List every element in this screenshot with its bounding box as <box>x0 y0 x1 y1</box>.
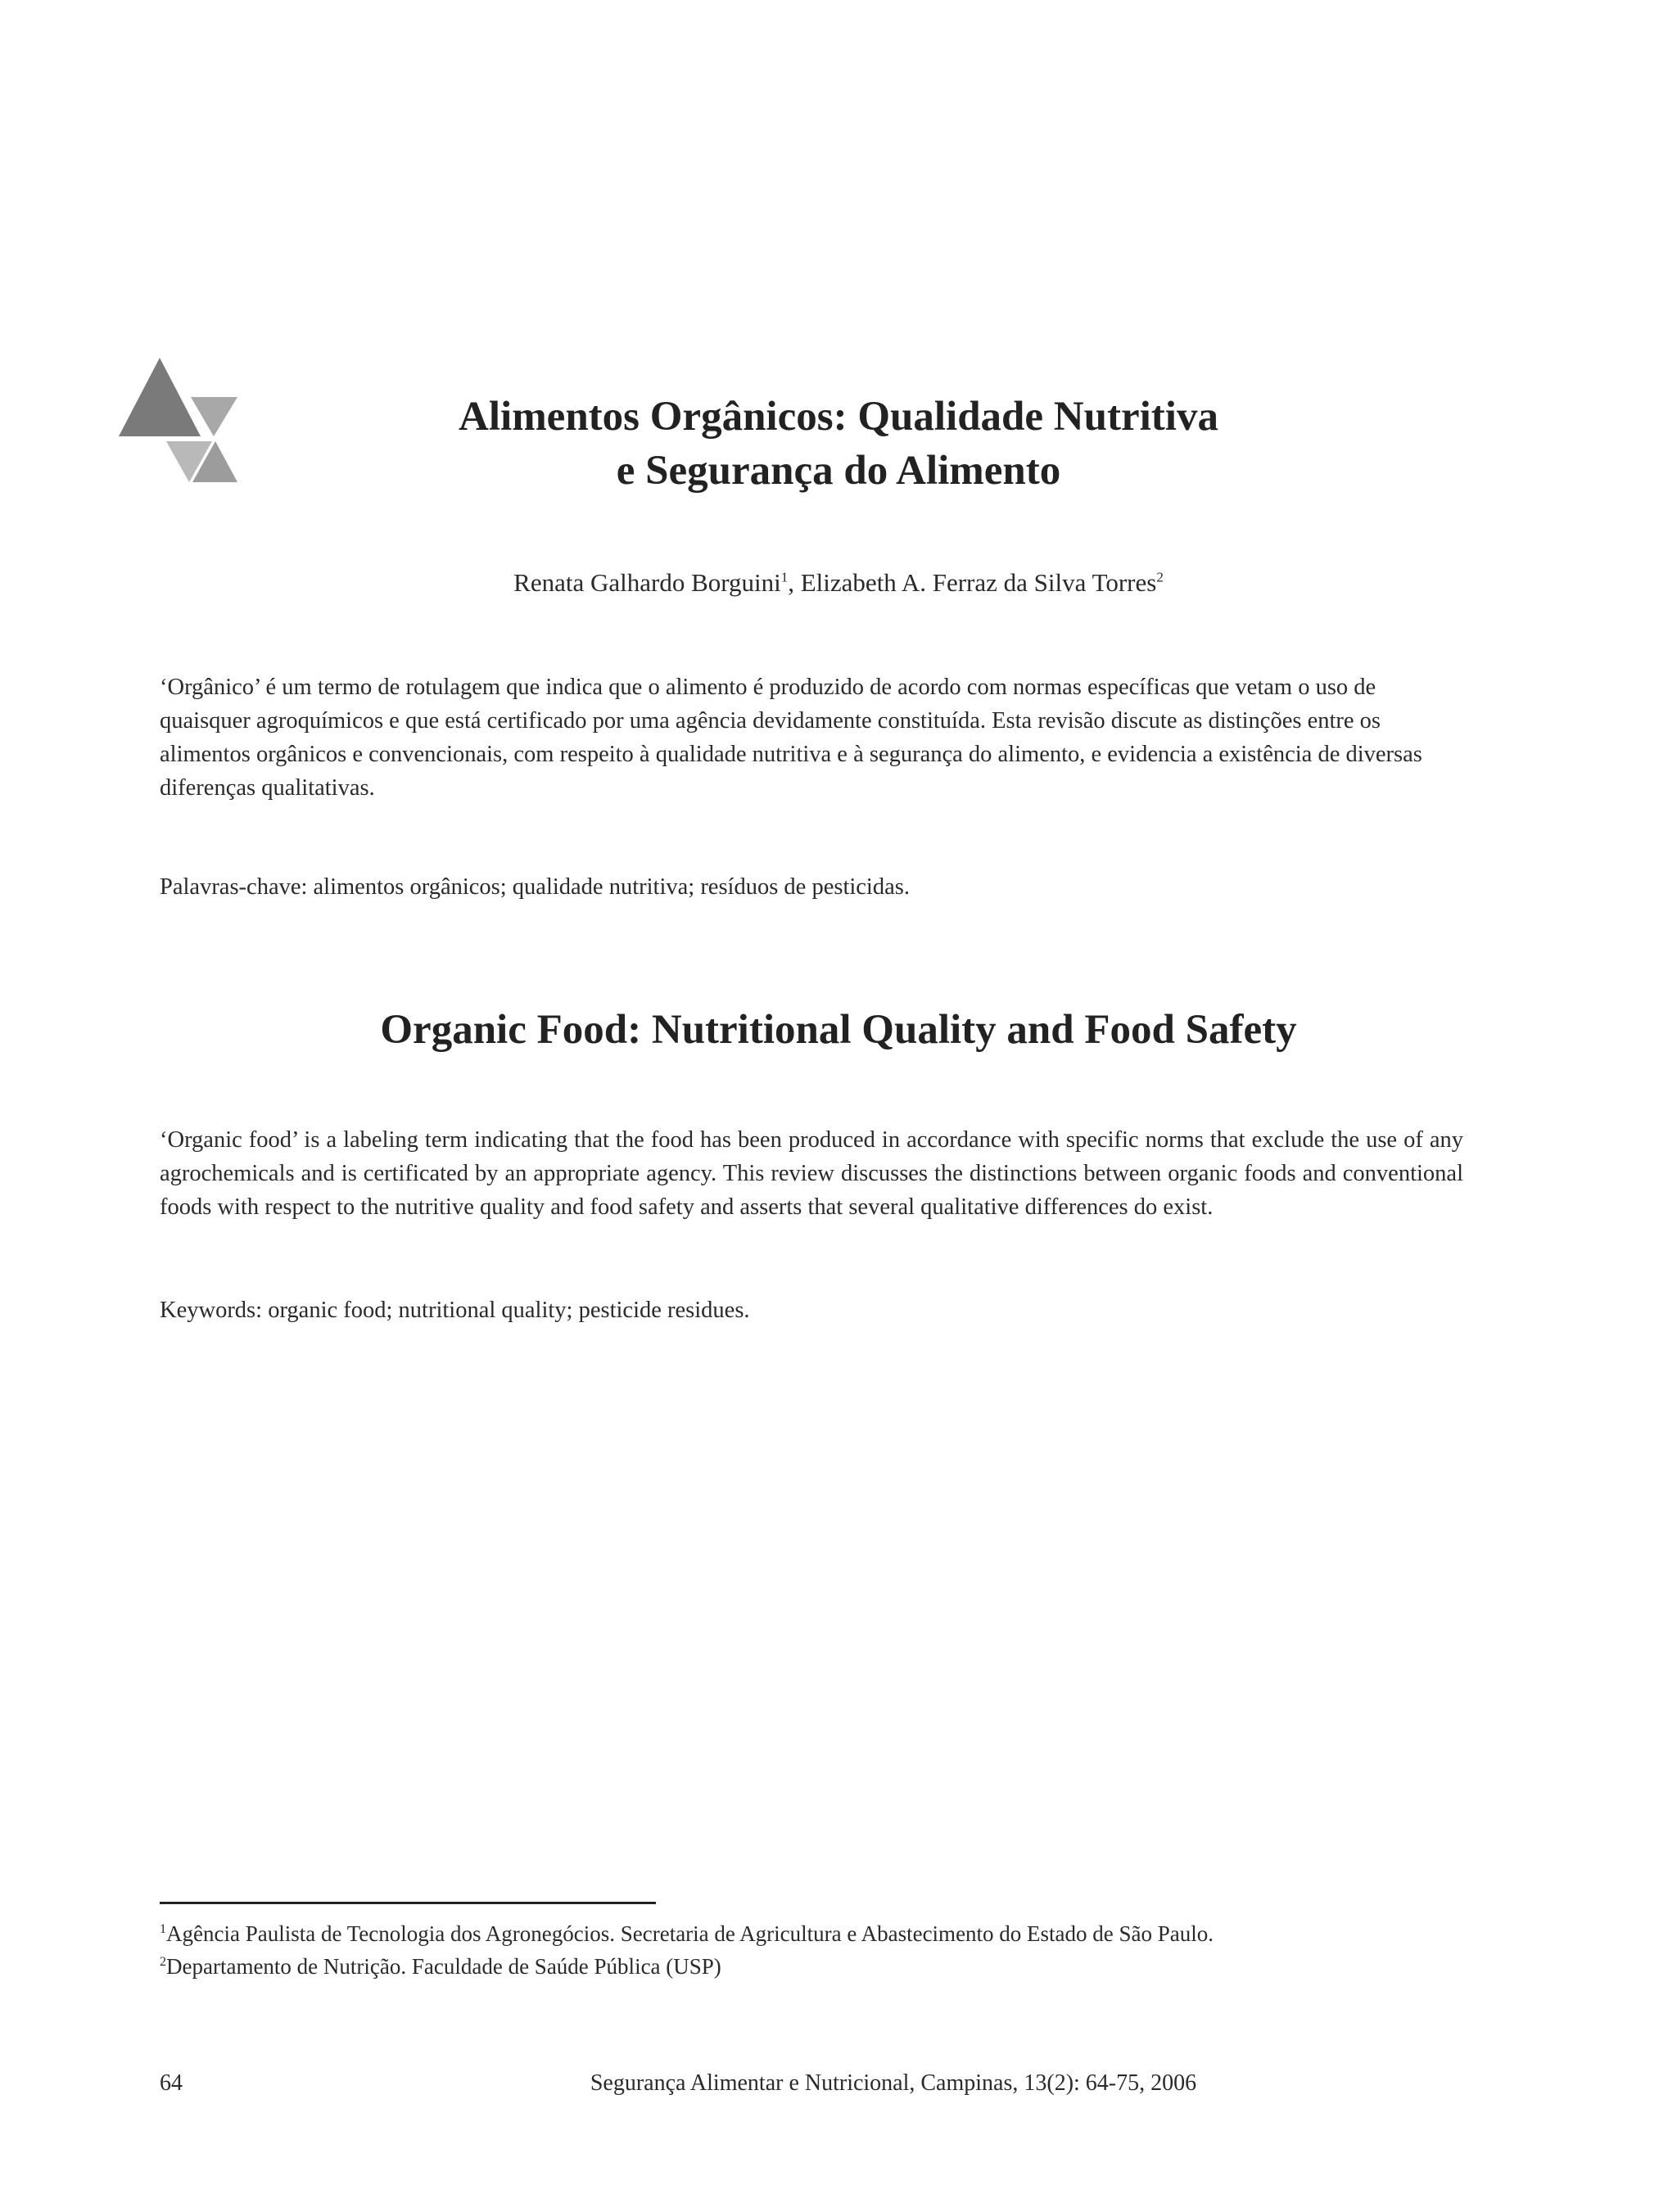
author-name-1: Renata Galhardo Borguini <box>513 568 781 597</box>
author-affiliation-mark-1: 1 <box>780 569 789 585</box>
page-footer <box>160 2067 1463 2100</box>
keywords-english: Keywords: organic food; nutritional quality; pesticide residues. <box>160 1298 750 1323</box>
keywords-portuguese: Palavras-chave: alimentos orgânicos; qualidade nutritiva; resíduos de pesticidas. <box>160 874 910 900</box>
abstract-portuguese: ‘Orgânico’ é um termo de rotulagem que indica que o alimento é produzido de acordo com normas específicas que vetam o uso de quaisquer agroquímicos e que está certificado por uma agência devidamente constituída. Esta revisão discute as distinções entre os alimentos orgânicos e convencionais, com respeito à qualidade nutritiva e à segurança do alimento, e evidencia a existência de diversas diferenças qualitativas. <box>160 675 1422 801</box>
page-number: 64 <box>160 2070 183 2096</box>
footnote-2 <box>160 1950 1552 1983</box>
title-line-1: Alimentos Orgânicos: Qualidade Nutritiva <box>459 394 1218 440</box>
title-line-2: e Segurança do Alimento <box>616 448 1061 494</box>
journal-citation: Segurança Alimentar e Nutricional, Campinas, 13(2): 64-75, 2006 <box>590 2070 1197 2096</box>
footnote-text-1: Agência Paulista de Tecnologia dos Agronegócios. Secretaria de Agricultura e Abastecimento do Estado de São Paulo. <box>166 1921 1214 1946</box>
footnote-mark-2: 2 <box>160 1955 166 1969</box>
article-title-portuguese <box>0 390 1677 498</box>
article-title-english: Organic Food: Nutritional Quality and Food Safety <box>380 1007 1297 1053</box>
footnote-divider <box>160 1902 656 1904</box>
author-list <box>0 567 1677 599</box>
author-separator: , <box>788 568 801 597</box>
footnotes <box>160 1917 1552 1983</box>
footnote-text-2: Departamento de Nutrição. Faculdade de Saúde Pública (USP) <box>166 1954 721 1979</box>
footnote-1 <box>160 1917 1552 1950</box>
abstract-english: ‘Organic food’ is a labeling term indicating that the food has been produced in accordance with specific norms that exclude the use of any agrochemicals and is certificated by an appropriate agency. This review discusses the distinctions between organic foods and conventional foods with respect to the nutritive quality and food safety and asserts that several qualitative differences do exist. <box>160 1127 1463 1220</box>
author-name-2: Elizabeth A. Ferraz da Silva Torres <box>800 568 1157 597</box>
author-affiliation-mark-2: 2 <box>1156 569 1164 585</box>
footnote-mark-1: 1 <box>160 1922 166 1936</box>
